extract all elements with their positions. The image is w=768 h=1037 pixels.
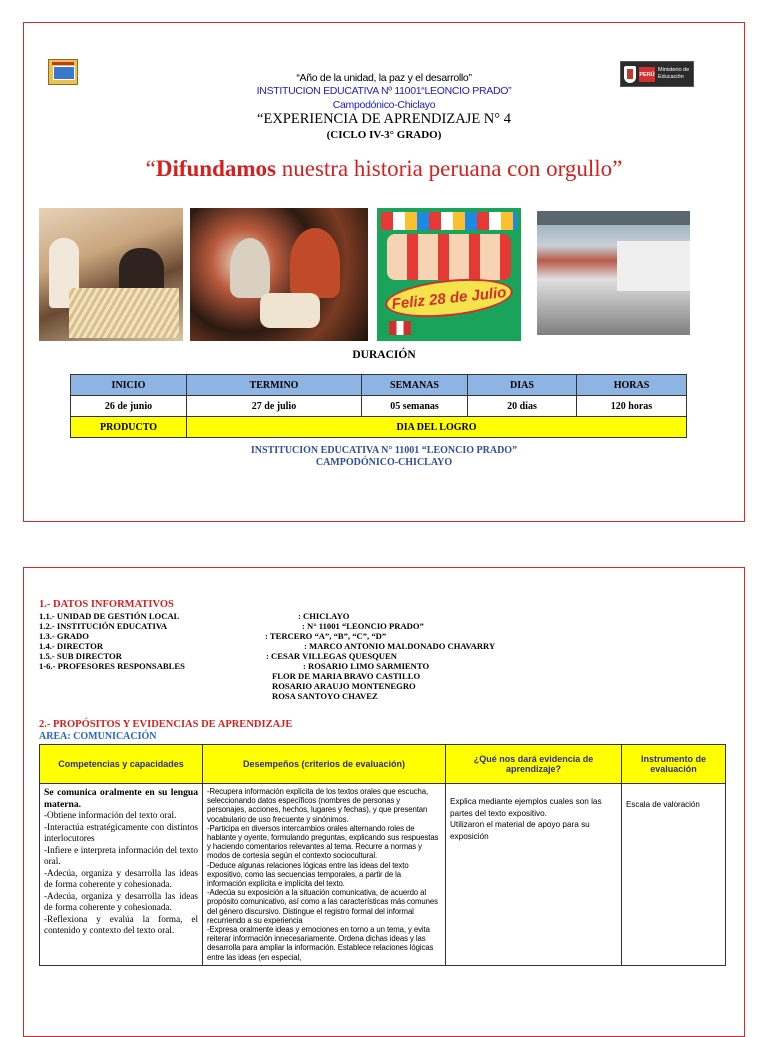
- photo-artisans-weaving: [39, 208, 183, 341]
- datos-row: [39, 631, 729, 641]
- year-motto: “Año de la unidad, la paz y el desarrollo”: [296, 72, 472, 84]
- evidencia-cell: [446, 784, 622, 966]
- institution-name: INSTITUCION EDUCATIVA Nº 11001“LEONCIO PRADO”: [256, 85, 512, 97]
- area-label: AREA: COMUNICACIÓN: [39, 731, 157, 742]
- header-instrumento: Instrumento de evaluación: [622, 745, 726, 784]
- header-horas: HORAS: [577, 375, 687, 396]
- competencias-cell: [40, 784, 203, 966]
- desempenos-cell: [203, 784, 446, 966]
- propositos-table: [39, 744, 726, 966]
- value-inicio: 26 de junio: [71, 396, 187, 417]
- profesor-name: ROSARIO ARAUJO MONTENEGRO: [272, 681, 416, 691]
- desempeno-item: -Adecúa su exposición a la situación comunicativa, de acuerdo al propósito comunicativo, así como a las características más comunes del género discursivo. Distingue el registro formal del informal recurriendo a su experiencia: [207, 888, 438, 925]
- desempeno-item: -Participa en diversos intercambios orales alternando roles de hablante y oyente, formulando preguntas, explicando sus respuestas y haciendo comentarios relevantes al tema. Recurre a normas y modos de cortesía según el contexto sociocultural.: [207, 823, 439, 861]
- header-desempenos: Desempeños (criterios de evaluación): [203, 745, 446, 784]
- datos-row: [39, 671, 729, 681]
- competencia-title: Se comunica oralmente en su lengua materna.: [44, 787, 198, 810]
- content-page: [23, 567, 745, 1037]
- datos-informativos: [39, 611, 729, 701]
- photo-school-courtyard: [537, 211, 690, 335]
- capacidad-item: -Adecúa, organiza y desarrolla las ideas de forma coherente y cohesionada.: [44, 867, 198, 889]
- header-semanas: SEMANAS: [362, 375, 468, 396]
- photo-ceramic-figures: [190, 208, 368, 341]
- photo-straw: [69, 288, 179, 338]
- cover-page: [23, 22, 745, 522]
- value-semanas: 05 semanas: [362, 396, 468, 417]
- header-termino: TERMINO: [187, 375, 362, 396]
- datos-label: 1.3.- GRADO: [39, 631, 89, 641]
- table-row: [40, 784, 726, 966]
- cycle-heading: (CICLO IV-3° GRADO): [326, 129, 442, 141]
- header-inicio: INICIO: [71, 375, 187, 396]
- datos-label: 1.1.- UNIDAD DE GESTIÓN LOCAL: [39, 611, 180, 621]
- datos-value: : CESAR VILLEGAS QUESQUEN: [266, 651, 397, 661]
- peru-flag-icon: [389, 321, 411, 335]
- title-bold-word: Difundamos: [155, 156, 276, 181]
- experience-heading: “EXPERIENCIA DE APRENDIZAJE N° 4: [257, 111, 511, 127]
- capacidad-item: -Reflexiona y evalúa la forma, el contenido y contexto del texto oral.: [44, 913, 198, 935]
- header-evidencia: ¿Qué nos dará evidencia de aprendizaje?: [446, 745, 622, 784]
- value-horas: 120 horas: [577, 396, 687, 417]
- header-dias: DIAS: [468, 375, 577, 396]
- capacidad-item: -Interactúa estratégicamente con distintos interlocutores: [44, 821, 198, 843]
- datos-label: 1.2.- INSTITUCIÓN EDUCATIVA: [39, 621, 168, 631]
- datos-row: [39, 651, 729, 661]
- photo-figure: [230, 238, 270, 298]
- evidencia-item: Utilizaron el material de apoyo para su exposición: [450, 820, 590, 841]
- capacidad-item: -Infiere e interpreta información del texto oral.: [44, 844, 198, 866]
- evidencia-item: Explica mediante ejemplos cuales son las partes del texto expositivo.: [450, 797, 602, 818]
- profesor-name: ROSA SANTOYO CHAVEZ: [272, 691, 378, 701]
- datos-row: [39, 621, 729, 631]
- page-title: [24, 156, 744, 182]
- datos-label: 1.5.- SUB DIRECTOR: [39, 651, 122, 661]
- cover-footer: [24, 445, 744, 469]
- ministry-label: Ministerio de Educación: [658, 67, 690, 80]
- datos-row: [39, 661, 729, 671]
- desempeno-item: -Expresa oralmente ideas y emociones en torno a un tema, y evita reiterar información innecesariamente. Ordena dichas ideas y las desarrolla para ampliar la información. Establece relaciones lógicas entre las ideas (en especial,: [207, 925, 434, 962]
- duration-value-row: [71, 396, 687, 417]
- datos-value: : CHICLAYO: [298, 611, 350, 621]
- title-rest: nuestra historia peruana con orgullo”: [275, 156, 623, 181]
- datos-value: : MARCO ANTONIO MALDONADO CHAVARRY: [304, 641, 496, 651]
- propositos-header-row: [40, 745, 726, 784]
- photo-roof: [537, 211, 690, 225]
- capacidad-item: -Obtiene información del texto oral.: [44, 810, 177, 820]
- profesor-name: FLOR DE MARIA BRAVO CASTILLO: [272, 671, 421, 681]
- product-label: PRODUCTO: [71, 417, 187, 438]
- title-quote: “: [145, 156, 156, 181]
- datos-value: : TERCERO “A”, “B”, “C”, “D”: [265, 631, 387, 641]
- peru-label: PERÚ: [639, 67, 655, 82]
- poster-bunting: [381, 212, 517, 230]
- desempeno-item: -Recupera información explícita de los textos orales que escucha, seleccionando datos específicos (nombres de personas y personajes, acciones, hechos, lugares y fechas), y que presentan vocabulario de uso frecuente y sinónimos.: [207, 787, 429, 824]
- value-termino: 27 de julio: [187, 396, 362, 417]
- crest-band: [52, 62, 74, 65]
- product-value: DIA DEL LOGRO: [187, 417, 687, 438]
- capacidad-item: -Adecúa, organiza y desarrolla las ideas de forma coherente y cohesionada.: [44, 890, 198, 912]
- institution-city: Campodónico-Chiclayo: [332, 99, 436, 111]
- photo-figure: [290, 228, 340, 298]
- datos-label: 1.4.- DIRECTOR: [39, 641, 104, 651]
- photo-fiestas-patrias-poster: [377, 208, 521, 341]
- duration-heading: DURACIÓN: [352, 349, 416, 361]
- footer-institution: INSTITUCION EDUCATIVA N° 11001 “LEONCIO PRADO”: [250, 445, 518, 456]
- photo-wall: [617, 241, 690, 291]
- value-dias: 20 días: [468, 396, 577, 417]
- datos-row: [39, 691, 729, 701]
- desempeno-item: -Deduce algunas relaciones lógicas entre las ideas del texto expositivo, como las secuencias temporales, a partir de la información explícita e implícita del texto.: [207, 860, 409, 889]
- datos-row: [39, 611, 729, 621]
- product-row: [71, 417, 687, 438]
- poster-banner: Feliz 28 de Julio: [383, 273, 514, 322]
- header-competencias: Competencias y capacidades: [40, 745, 203, 784]
- instrumento-cell: Escala de valoración: [622, 784, 726, 966]
- datos-value: : ROSARIO LIMO SARMIENTO: [303, 661, 430, 671]
- photo-figure: [260, 293, 320, 328]
- datos-row: [39, 641, 729, 651]
- duration-table: [70, 374, 687, 438]
- poster-children: [387, 234, 511, 280]
- section-datos-title: 1.- DATOS INFORMATIVOS: [39, 599, 174, 610]
- datos-row: [39, 681, 729, 691]
- datos-value: : N° 11001 “LEONCIO PRADO”: [302, 621, 424, 631]
- datos-label: 1-6.- PROFESORES RESPONSABLES: [39, 661, 185, 671]
- duration-header-row: [71, 375, 687, 396]
- section-propositos-title: 2.- PROPÓSITOS Y EVIDENCIAS DE APRENDIZAJE: [39, 719, 293, 730]
- footer-city: CAMPODÓNICO-CHICLAYO: [315, 457, 453, 468]
